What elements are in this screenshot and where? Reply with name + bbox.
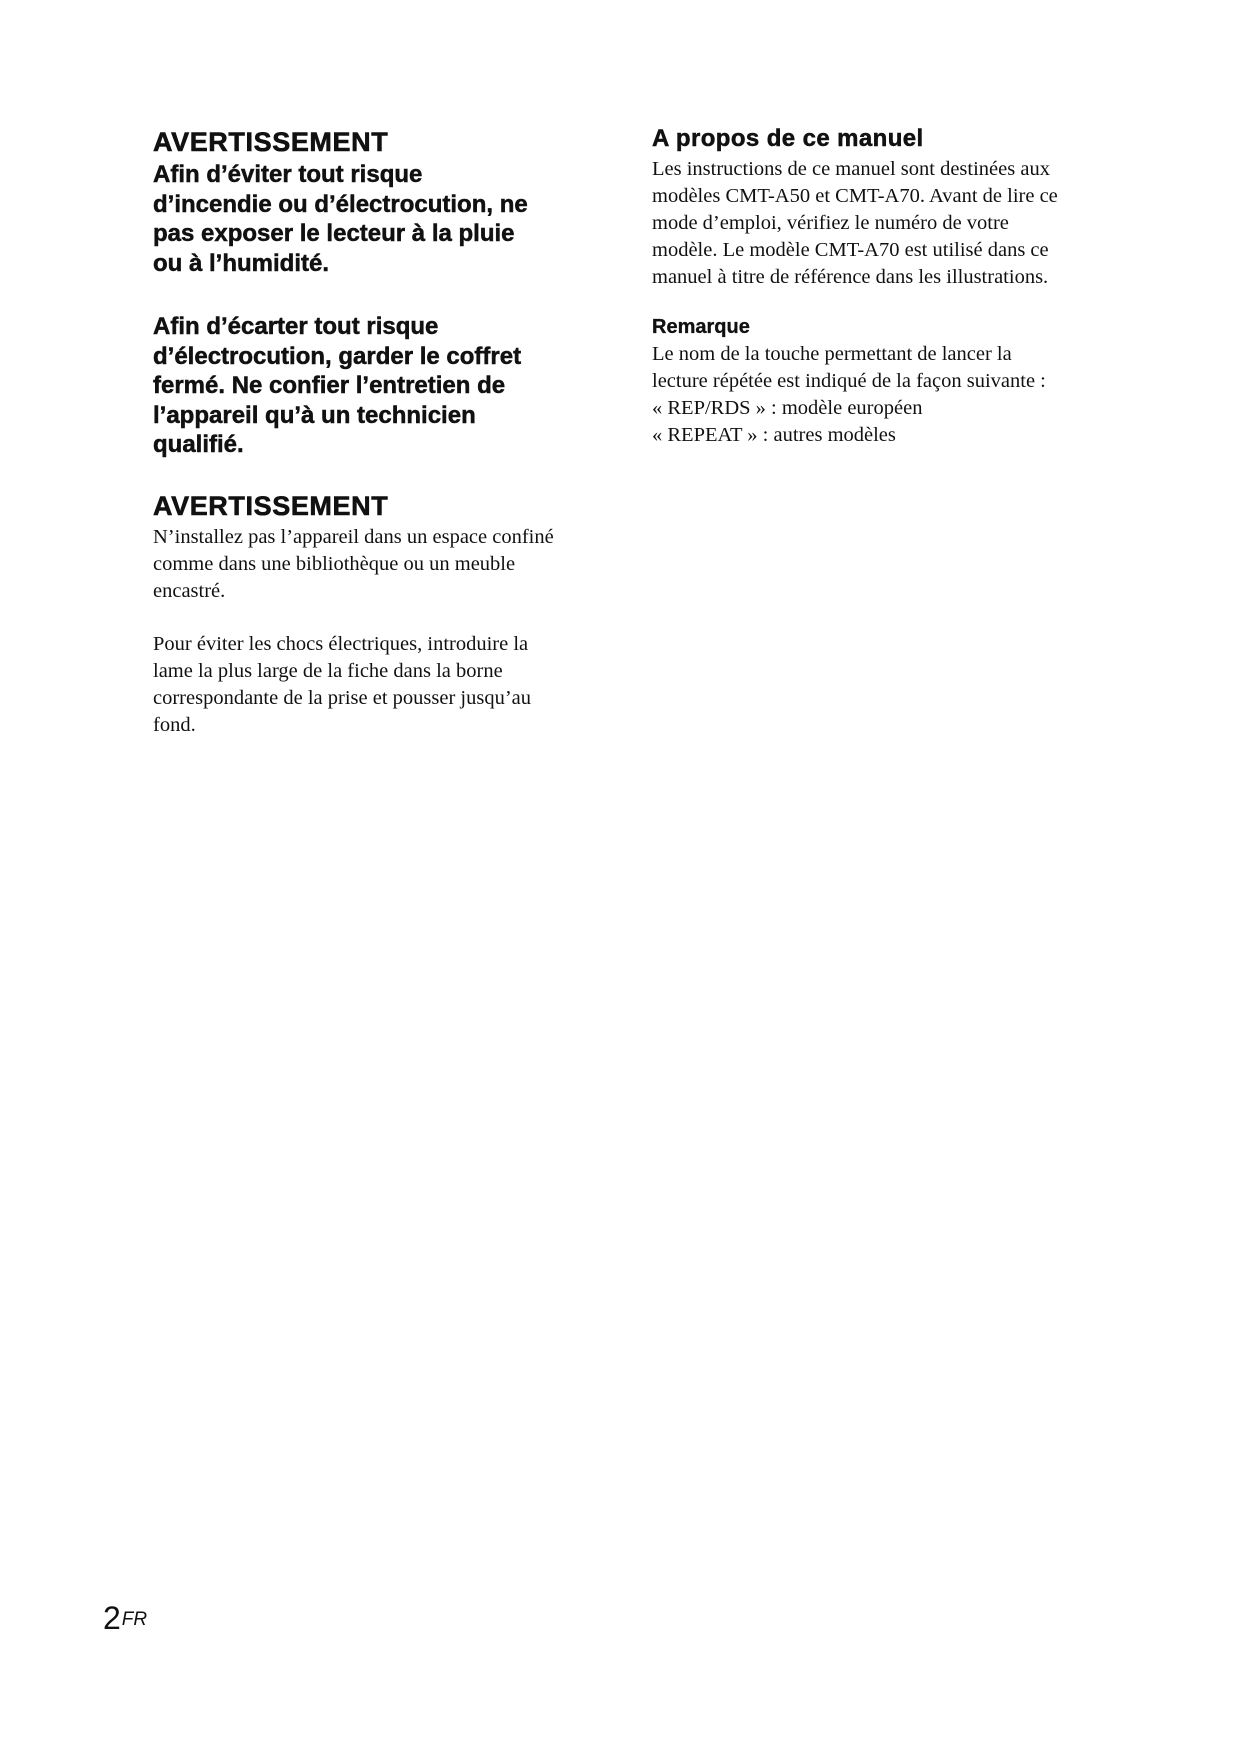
body-line: Pour éviter les chocs électriques, introduire la bbox=[153, 632, 529, 655]
page-number bbox=[103, 1598, 147, 1638]
fire-shock-warning bbox=[153, 160, 613, 278]
body-line: modèles CMT-A50 et CMT-A70. Avant de lire ce bbox=[652, 185, 1058, 207]
note-heading: Remarque bbox=[652, 316, 750, 338]
warning-heading-2: AVERTISSEMENT bbox=[153, 490, 389, 521]
warning-line: ou à l’humidité. bbox=[153, 249, 330, 277]
warning-line: l’appareil qu’à un technicien bbox=[153, 401, 476, 429]
warning-line: d’incendie ou d’électrocution, ne bbox=[153, 190, 528, 218]
right-column bbox=[652, 122, 1122, 449]
warning-line: fermé. Ne confier l’entretien de bbox=[153, 372, 506, 399]
body-line: mode d’emploi, vérifiez le numéro de votre bbox=[652, 212, 1009, 234]
body-line: comme dans une bibliothèque ou un meuble bbox=[153, 552, 516, 575]
installation-warning bbox=[153, 524, 613, 605]
note-text bbox=[652, 341, 1122, 449]
about-manual-heading: A propos de ce manuel bbox=[652, 125, 924, 152]
warning-line: qualifié. bbox=[153, 431, 244, 458]
about-manual-text bbox=[652, 156, 1122, 291]
body-line: « REPEAT » : autres modèles bbox=[652, 424, 896, 446]
plug-warning bbox=[153, 631, 613, 739]
warning-line: Afin d’éviter tout risque bbox=[153, 161, 423, 188]
body-line: lame la plus large de la fiche dans la borne bbox=[153, 659, 503, 682]
body-line: « REP/RDS » : modèle européen bbox=[652, 397, 923, 419]
body-line: modèle. Le modèle CMT-A70 est utilisé dans ce bbox=[652, 239, 1049, 261]
body-line: Les instructions de ce manuel sont destinées aux bbox=[652, 158, 1050, 180]
warning-heading: AVERTISSEMENT bbox=[153, 127, 389, 157]
warning-line: pas exposer le lecteur à la pluie bbox=[153, 220, 515, 247]
warning-line: d’électrocution, garder le coffret bbox=[153, 342, 522, 370]
language-code: FR bbox=[121, 1609, 148, 1630]
body-line: manuel à titre de référence dans les illustrations. bbox=[652, 266, 1049, 288]
body-line: Le nom de la touche permettant de lancer la bbox=[652, 343, 1012, 365]
body-line: correspondante de la prise et pousser jusqu’au bbox=[153, 686, 531, 709]
enclosure-warning bbox=[153, 312, 613, 460]
warning-line: Afin d’écarter tout risque bbox=[153, 313, 439, 340]
body-line: lecture répétée est indiqué de la façon suivante : bbox=[652, 370, 1046, 392]
body-line: encastré. bbox=[153, 579, 226, 602]
left-column bbox=[153, 124, 613, 739]
body-line: fond. bbox=[153, 713, 196, 736]
body-line: N’installez pas l’appareil dans un espace confiné bbox=[153, 525, 554, 548]
page-number-value: 2 bbox=[103, 1600, 121, 1636]
